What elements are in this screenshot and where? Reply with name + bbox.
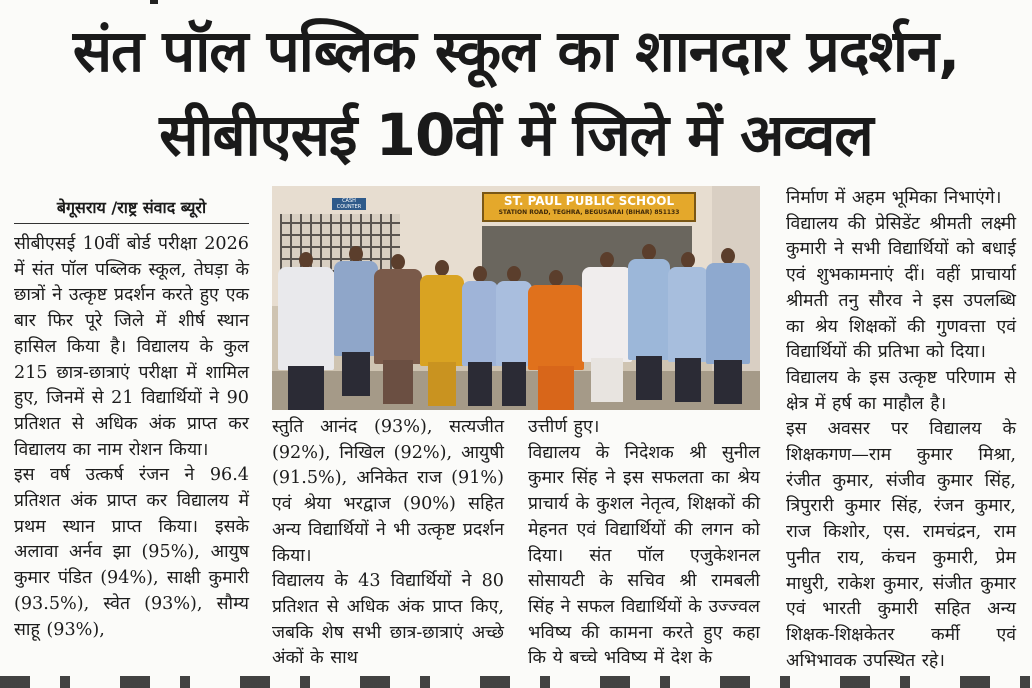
article-column-2 xyxy=(272,415,504,672)
article-column-1 xyxy=(14,232,249,643)
photo-person xyxy=(582,252,632,402)
photo-person xyxy=(462,266,498,406)
headline-line-2: सीबीएसई 10वीं में जिले में अव्वल xyxy=(159,101,873,169)
school-sign-address: STATION ROAD, TEGHRA, BEGUSARAI (BIHAR) 851133 xyxy=(498,209,680,216)
cash-counter-sign: CASH COUNTER xyxy=(332,198,366,210)
paragraph: विद्यालय के इस उत्कृष्ट परिणाम से क्षेत्र में हर्ष का माहौल है। xyxy=(786,367,1016,414)
photo-person xyxy=(496,266,532,406)
paragraph: इस वर्ष उत्कर्ष रंजन ने 96.4 प्रतिशत अंक प्राप्त कर विद्यालय में प्रथम स्थान प्राप्त किया। इसके अलावा अर्नव झा (95%), आयुष कुमार पंडित (94%), साक्षी कुमारी (93.5%), स्वेत (93%), सौम्य साहू (93%), xyxy=(14,465,249,640)
headline-line-1: संत पॉल पब्लिक स्कूल का शानदार प्रदर्शन, xyxy=(72,17,960,85)
paragraph: सीबीएसई 10वीं बोर्ड परीक्षा 2026 में संत पॉल पब्लिक स्कूल, तेघड़ा के छात्रों ने उत्कृष्ट प्रदर्शन करते हुए एक बार फिर पूरे जिले में शीर्ष स्थान हासिल किया है। विद्यालय के कुल 215 छात्र-छात्राएं परीक्षा में शामिल हुए, जिनमें से 21 विद्यार्थियों ने 90 प्रतिशत से अधिक अंक प्राप्त कर विद्यालय का नाम रोशन किया। xyxy=(14,234,249,460)
article-column-4 xyxy=(786,186,1016,674)
photo-person xyxy=(374,254,422,404)
news-photo xyxy=(272,186,760,410)
paragraph: इस अवसर पर विद्यालय के शिक्षकगण—राम कुमार मिश्रा, रंजीत कुमार, संजीव कुमार सिंह, त्रिपुरारी कुमार सिंह, रंजन कुमार, राज किशोर, एस. रामचंद्रन, राम पुनीत राय, कंचन कुमारी, प्रेम माधुरी, राकेश कुमार, संजीत कुमार एवं भारती कुमारी सहित अन्य शिक्षक-शिक्षकेतर कर्मी एवं अभिभावक उपस्थित रहे। xyxy=(786,419,1016,671)
school-signboard xyxy=(482,192,696,222)
paragraph: विद्यालय के निदेशक श्री सुनील कुमार सिंह ने इस सफलता का श्रेय प्राचार्य के कुशल नेतृत्व, शिक्षकों की मेहनत एवं विद्यार्थियों की लगन को दिया। संत पॉल एजुकेशनल सोसायटी के सचिव श्री रामबली सिंह ने सफल विद्यार्थियों के उज्ज्वल भविष्य की कामना करते हुए कहा कि ये बच्चे भविष्य में देश के xyxy=(528,442,760,669)
paragraph: उत्तीर्ण हुए। xyxy=(528,417,600,437)
byline: बेगूसराय /राष्ट्र संवाद ब्यूरो xyxy=(14,196,249,224)
photo-person xyxy=(668,252,708,402)
paragraph: स्तुति आनंद (93%), सत्यजीत (92%), निखिल (92%), आयुषी (91.5%), अनिकेत राज (91%) एवं श्रेया भरद्वाज (90%) सहित अन्य विद्यार्थियों ने भी उत्कृष्ट प्रदर्शन किया। xyxy=(272,417,504,566)
photo-person xyxy=(528,270,584,410)
photo-person xyxy=(278,252,334,410)
school-sign-name: ST. PAUL PUBLIC SCHOOL xyxy=(503,194,675,208)
photo-person xyxy=(334,246,378,396)
page-edge-mark xyxy=(150,0,158,4)
paragraph: विद्यालय के 43 विद्यार्थियों ने 80 प्रतिशत से अधिक अंक प्राप्त किए, जबकि शेष सभी छात्र-छात्राएं अच्छे अंकों के साथ xyxy=(272,571,504,669)
next-article-cutoff xyxy=(0,676,1032,688)
photo-person xyxy=(628,244,670,400)
photo-person xyxy=(420,260,464,406)
paragraph: विद्यालय की प्रेसिडेंट श्रीमती लक्ष्मी कुमारी ने सभी विद्यार्थियों को बधाई एवं शुभकामनाएं दीं। वहीं प्राचार्या श्रीमती तनु सौरव ने इस उपलब्धि का श्रेय शिक्षकों की गुणवत्ता एवं विद्यार्थियों की प्रतिभा को दिया। xyxy=(786,213,1016,363)
paragraph: निर्माण में अहम भूमिका निभाएंगे। xyxy=(786,188,1002,208)
photo-person xyxy=(706,248,750,404)
article-column-3 xyxy=(528,415,760,672)
